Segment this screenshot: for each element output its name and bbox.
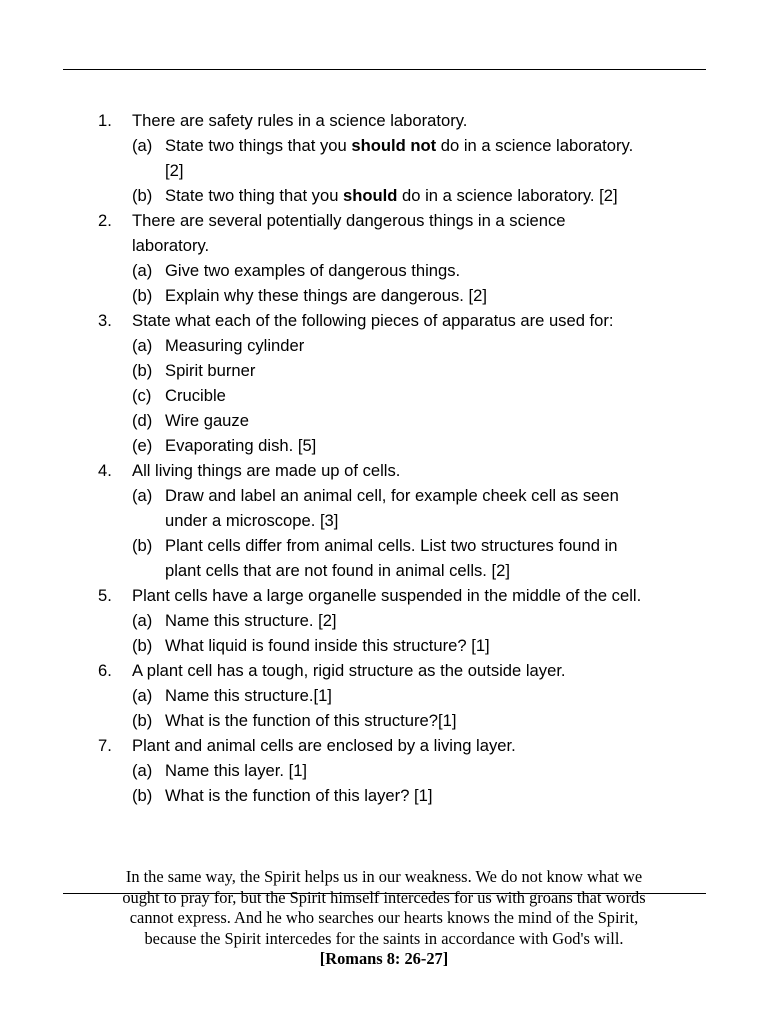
part-text-segment: State two things that you [165, 136, 352, 155]
part-letter: (a) [132, 761, 153, 780]
part-text: Explain why these things are dangerous. [2] [165, 286, 487, 305]
part-letter: (a) [132, 336, 153, 355]
part-line [0, 383, 768, 408]
part-text-segment: do in a science laboratory. [436, 136, 634, 155]
question-text: Plant and animal cells are enclosed by a living layer. [132, 736, 516, 755]
verse-line: In the same way, the Spirit helps us in our weakness. We do not know what we [125, 867, 643, 886]
part-text: Evaporating dish. [5] [165, 436, 317, 455]
verse-line: because the Spirit intercedes for the saints in accordance with God's will. [144, 928, 624, 948]
part-line [0, 433, 768, 458]
part-line [0, 358, 768, 383]
question-4 [0, 458, 768, 583]
question-text: There are several potentially dangerous things in a science [132, 211, 566, 230]
question-5 [0, 583, 768, 658]
part-text: [2] [165, 161, 184, 180]
part-text: Crucible [165, 386, 226, 405]
part-text: What is the function of this layer? [1] [165, 786, 433, 805]
question-line [0, 233, 768, 258]
part-letter: (a) [132, 686, 153, 705]
part-line [0, 708, 768, 733]
part-letter: (b) [132, 536, 153, 555]
part-line [0, 158, 768, 183]
part-letter: (b) [132, 711, 153, 730]
top-rule [63, 69, 706, 70]
question-text: State what each of the following pieces of apparatus are used for: [132, 311, 614, 330]
part-text: What is the function of this structure?[1] [165, 711, 457, 730]
part-letter: (d) [132, 411, 153, 430]
question-number: 5. [98, 586, 112, 605]
part-line [0, 508, 768, 533]
question-number: 6. [98, 661, 112, 680]
emphasis-text: should not [351, 136, 437, 155]
part-line [0, 258, 768, 283]
question-line [0, 208, 768, 233]
question-3 [0, 308, 768, 458]
emphasis-text: should [343, 186, 398, 205]
question-6 [0, 658, 768, 733]
part-letter: (b) [132, 636, 153, 655]
question-number: 3. [98, 311, 112, 330]
question-line [0, 108, 768, 133]
part-text [165, 183, 618, 208]
question-list [0, 108, 768, 808]
part-letter: (e) [132, 436, 153, 455]
part-text: Wire gauze [165, 411, 249, 430]
part-line [0, 533, 768, 558]
question-text: Plant cells have a large organelle suspended in the middle of the cell. [132, 586, 642, 605]
question-line [0, 583, 768, 608]
part-text: Draw and label an animal cell, for example cheek cell as seen [165, 486, 619, 505]
part-line [0, 783, 768, 808]
part-line [0, 758, 768, 783]
part-letter: (b) [132, 286, 153, 305]
question-2 [0, 208, 768, 308]
verse-line: ought to pray for, but the Spirit himself intercedes for us with groans that words [122, 887, 646, 907]
part-text: Give two examples of dangerous things. [165, 261, 461, 280]
part-letter: (a) [132, 611, 153, 630]
part-text: Plant cells differ from animal cells. List two structures found in [165, 536, 618, 555]
question-line [0, 308, 768, 333]
question-text: There are safety rules in a science laboratory. [132, 111, 468, 130]
part-letter: (c) [132, 386, 152, 405]
question-line [0, 733, 768, 758]
bible-verse-footer [56, 867, 712, 970]
part-line [0, 608, 768, 633]
part-line [0, 408, 768, 433]
question-number: 4. [98, 461, 112, 480]
part-line [0, 558, 768, 583]
question-number: 2. [98, 211, 112, 230]
question-text: All living things are made up of cells. [132, 461, 401, 480]
part-text: Name this structure.[1] [165, 686, 332, 705]
part-letter: (b) [132, 786, 153, 805]
question-1 [0, 108, 768, 208]
part-text: plant cells that are not found in animal cells. [2] [165, 561, 510, 580]
part-line [0, 133, 768, 158]
part-text: What liquid is found inside this structure? [1] [165, 636, 490, 655]
question-number: 1. [98, 111, 112, 130]
part-text: Measuring cylinder [165, 336, 305, 355]
part-text: Spirit burner [165, 361, 256, 380]
part-letter: (b) [132, 361, 153, 380]
question-7 [0, 733, 768, 808]
question-line [0, 658, 768, 683]
verse-reference: [Romans 8: 26-27] [319, 949, 449, 968]
part-letter: (a) [132, 261, 153, 280]
part-text: Name this layer. [1] [165, 761, 308, 780]
part-line [0, 633, 768, 658]
question-text: A plant cell has a tough, rigid structure as the outside layer. [132, 661, 566, 680]
part-text: under a microscope. [3] [165, 511, 339, 530]
part-line [0, 483, 768, 508]
part-text: Name this structure. [2] [165, 611, 337, 630]
question-line [0, 458, 768, 483]
part-line [0, 333, 768, 358]
part-text-segment: State two thing that you [165, 186, 344, 205]
part-text [165, 133, 633, 158]
part-letter: (b) [132, 186, 153, 205]
part-line [0, 683, 768, 708]
part-text-segment: do in a science laboratory. [2] [397, 186, 618, 205]
question-text: laboratory. [132, 236, 210, 255]
question-number: 7. [98, 736, 112, 755]
part-letter: (a) [132, 136, 153, 155]
part-letter: (a) [132, 486, 153, 505]
part-line [0, 183, 768, 208]
verse-line: cannot express. And he who searches our hearts knows the mind of the Spirit, [129, 908, 639, 927]
part-line [0, 283, 768, 308]
